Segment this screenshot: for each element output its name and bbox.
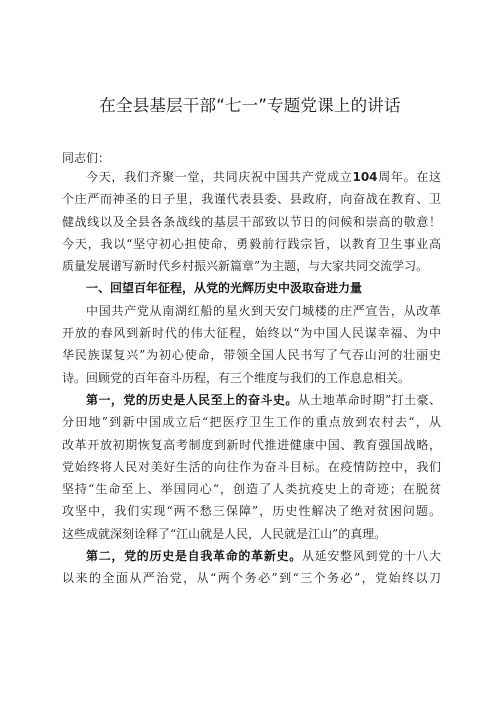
document-title: 在全县基层干部“七一”专题党课上的讲话	[99, 96, 401, 115]
paragraph-2-line-4: 诗。回顾党的百年奋斗历程，有三个维度与我们的工作息息相关。	[62, 370, 411, 385]
paragraph-1-line-3: 健战线以及全县各条战线的基层干部致以节日的问候和崇高的敬意！	[62, 214, 441, 229]
paragraph-2-line-1: 中国共产党从南湖红船的星火到天安门城楼的庄严宣告，从改革	[86, 303, 441, 318]
paragraph-4-lead: 第二，党的历史是自我革命的革新史。	[86, 549, 302, 564]
body-text	[62, 166, 441, 590]
paragraph-1-line-2: 个庄严而神圣的日子里，我谨代表县委、县政府，向奋战在教育、卫	[62, 192, 441, 207]
paragraph-2-line-2: 开放的春风到新时代的伟大征程，始终以“为中国人民谋幸福、为中	[62, 326, 441, 341]
paragraph-3-line-2: 分田地”到新中国成立后“把医疗卫生工作的重点放到农村去“，从	[62, 415, 441, 430]
anniversary-number: 104	[352, 170, 378, 184]
paragraph-1-line-4: 今天，我以“坚守初心担使命，勇毅前行践宗旨，以教育卫生事业高	[62, 236, 441, 251]
paragraph-3-line-4: 党始终将人民对美好生活的向往作为奋斗目标。在疫情防控中，我们	[62, 459, 441, 474]
paragraph-3-line-6: 攻坚中，我们实现“两不愁三保障”，历史性解决了绝对贫困问题。	[62, 504, 441, 519]
paragraph-4-line-2: 以来的全面从严治党，从“两个务必”到“三个务必”，党始终以刀	[62, 571, 441, 586]
paragraph-4-line-1: 第二，党的历史是自我革命的革新史。从延安整风到党的十八大	[86, 549, 441, 564]
paragraph-3-line-1: 第一，党的历史是人民至上的奋斗史。从土地革命时期”打土豪、	[86, 392, 441, 407]
paragraph-2-line-3: 华民族谋复兴”为初心使命，带领全国人民书写了气吞山河的壮丽史	[62, 348, 441, 363]
paragraph-1-line-5: 质量发展谱写新时代乡村振兴新篇章”为主题，与大家共同交流学习。	[62, 259, 429, 274]
paragraph-3-line-5: 坚持“生命至上、举国同心“，创造了人类抗疫史上的奇迹；在脱贫	[62, 482, 441, 497]
paragraph-3-line-7: 这些成就深刻诠释了“江山就是人民，人民就是江山”的真理。	[62, 526, 387, 541]
paragraph-1-line-1: 今天，我们齐聚一堂，共同庆祝中国共产党成立104周年。在这	[86, 170, 441, 184]
section-heading-1: 一、回望百年征程，从党的光辉历史中汲取奋进力量	[86, 281, 363, 296]
paragraph-3-lead: 第一，党的历史是人民至上的奋斗史。	[86, 392, 298, 407]
salutation: 同志们：	[62, 151, 111, 165]
paragraph-3-line-3: 改革开放初期恢复高考制度到新时代推进健康中国、教育强国战略，	[62, 437, 441, 452]
